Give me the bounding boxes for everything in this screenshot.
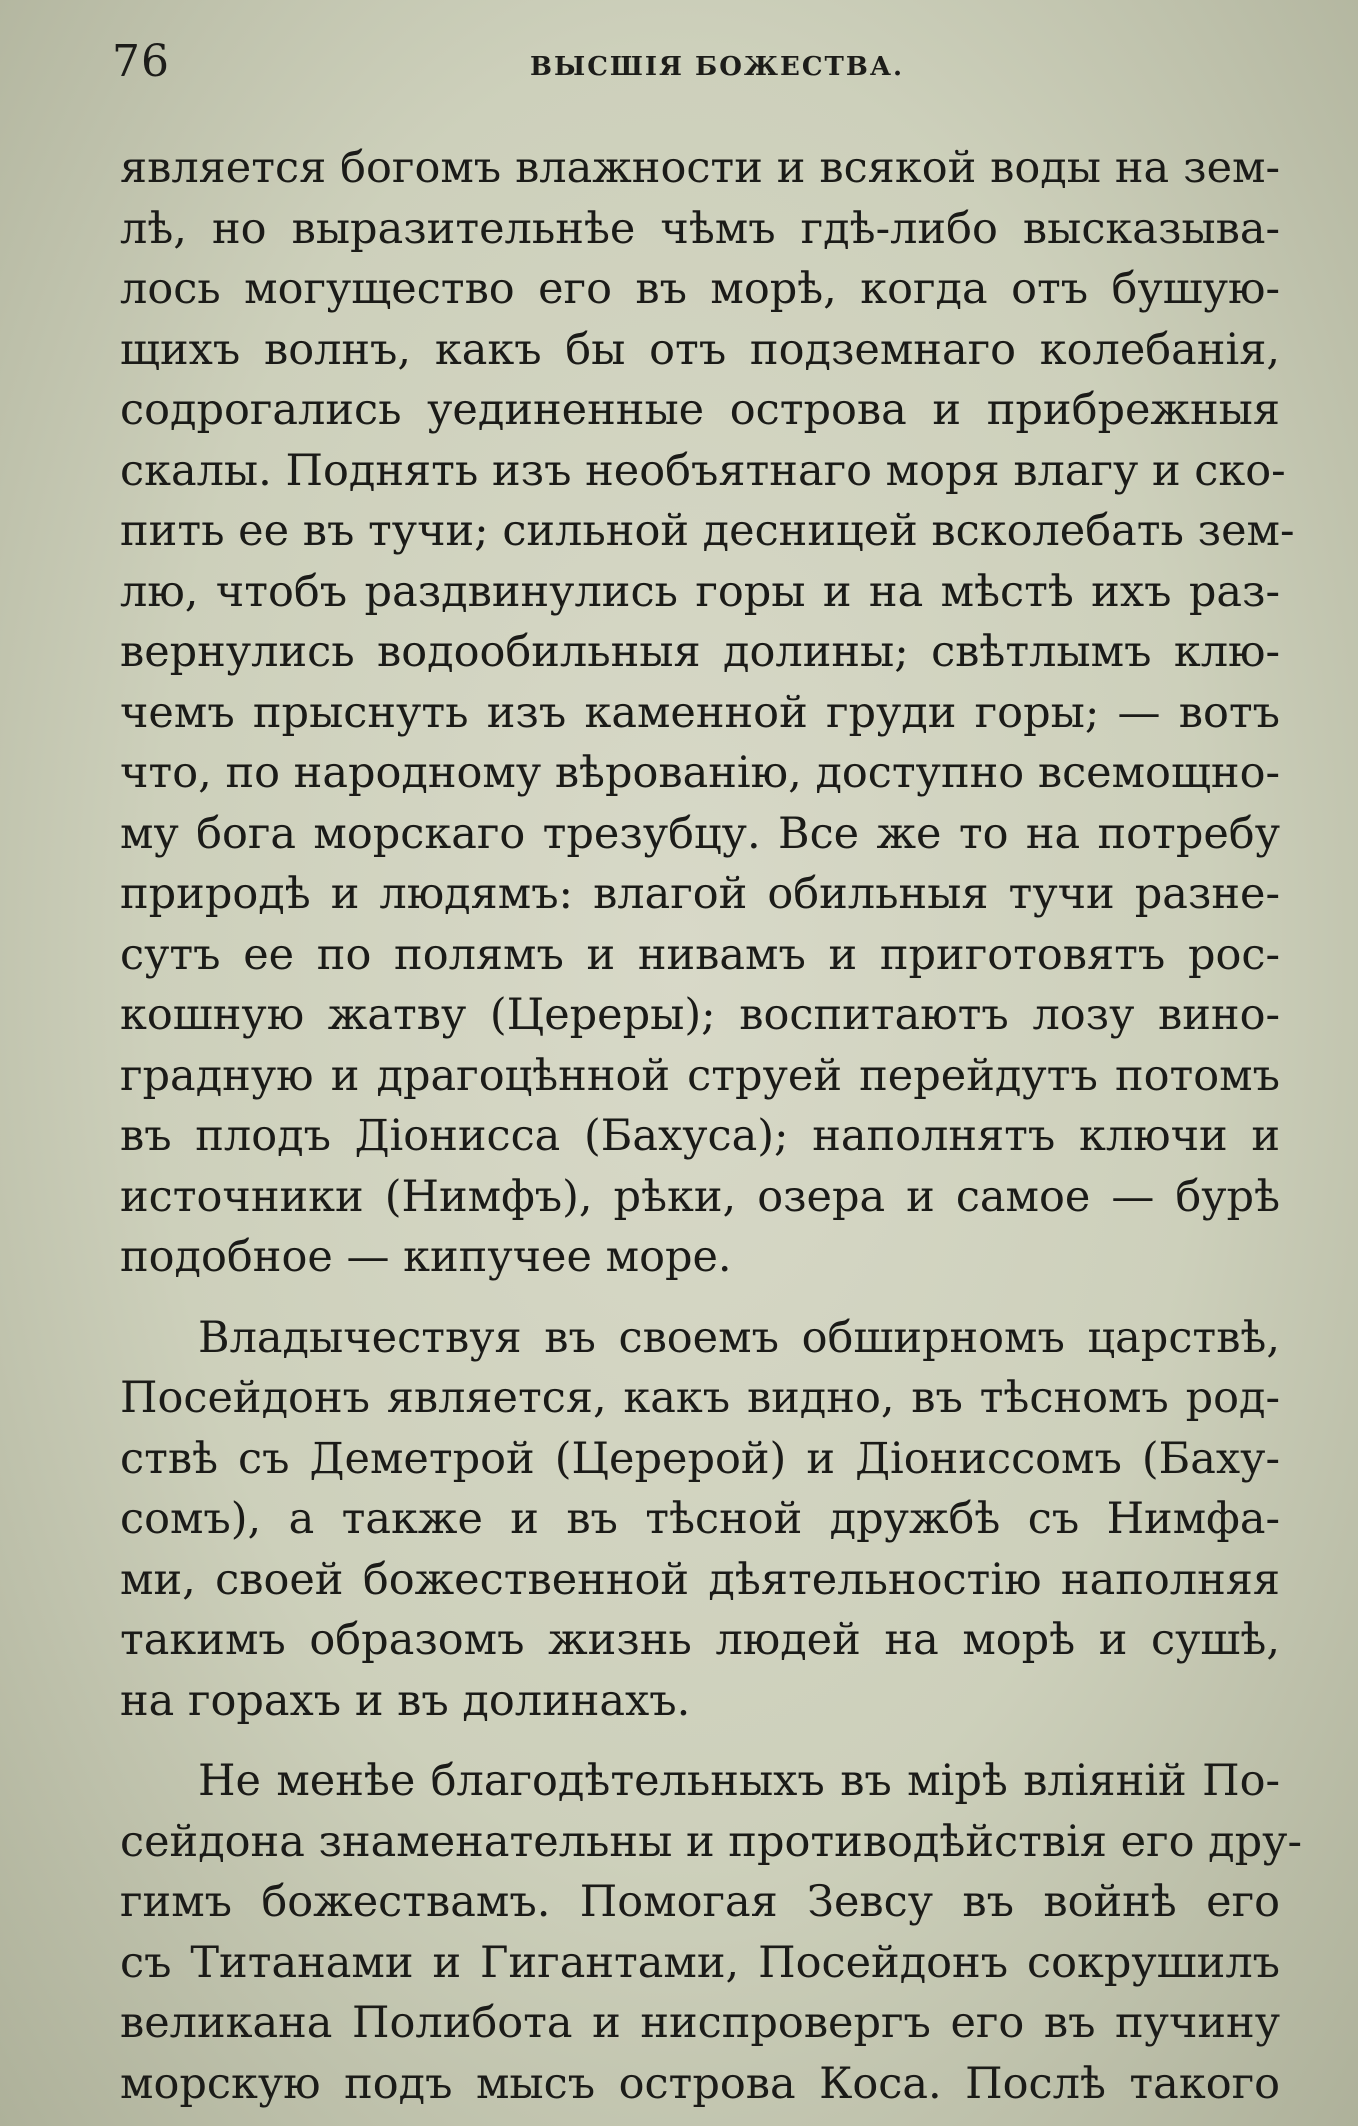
text-line: Владычествуя въ своемъ обширномъ царствѣ, [198,1312,1280,1363]
paragraph-2 [120,1308,1280,1732]
text-line: вернулись водообильныя долины; свѣтлымъ клю- [120,627,1280,677]
text-line: на горахъ и въ долинахъ. [120,1675,691,1726]
running-title: ВЫСШІЯ БОЖЕСТВА. [530,52,905,82]
text-line: лѣ, но выразительнѣе чѣмъ гдѣ-либо высказыва- [120,203,1280,254]
text-line: является богомъ влажности и всякой воды на зем- [120,143,1280,193]
text-line: лю, чтобъ раздвинулись горы и на мѣстѣ ихъ раз- [120,566,1280,617]
text-line: пить ее въ тучи; сильной десницей всколебать зем- [120,506,1295,556]
text-line: щихъ волнъ, какъ бы отъ подземнаго колебанія, [120,324,1280,375]
paragraph-3 [120,1751,1302,2114]
text-line: великана Полибота и ниспровергъ его въ пучину [120,1998,1280,2048]
text-line: подобное — кипучее море. [120,1232,732,1282]
text-line: ствѣ съ Деметрой (Церерой) и Діониссомъ (Баху- [120,1433,1280,1484]
paragraph-gap [120,1731,1280,1751]
body-text [120,138,1302,2114]
text-line: Посейдонъ является, какъ видно, въ тѣсномъ род- [120,1373,1280,1423]
paragraph-1 [120,138,1295,1288]
text-line: содрогались уединенные острова и прибрежныя [120,385,1280,435]
text-line: градную и драгоцѣнной струей перейдутъ потомъ [120,1050,1280,1101]
text-line: лось могущество его въ морѣ, когда отъ бушую- [120,264,1280,314]
text-line: такимъ образомъ жизнь людей на морѣ и сушѣ, [120,1615,1280,1665]
text-line: что, по народному вѣрованію, доступно всемощно- [120,748,1280,798]
text-line: природѣ и людямъ: влагой обильныя тучи разне- [120,869,1280,919]
text-line: ми, своей божественной дѣятельностію наполняя [120,1554,1280,1605]
text-line: кошную жатву (Цереры); воспитаютъ лозу вино- [120,990,1280,1040]
text-line: Не менѣе благодѣтельныхъ въ мірѣ вліяній По- [198,1756,1280,1806]
text-line: чемъ прыснуть изъ каменной груди горы; — вотъ [120,687,1280,738]
paragraph-gap [120,1288,1280,1308]
text-line: въ плодъ Діонисса (Бахуса); наполнятъ ключи и [120,1111,1280,1161]
text-line: скалы. Поднять изъ необъятнаго моря влагу и ско- [120,445,1286,496]
text-line: сутъ ее по полямъ и нивамъ и приготовятъ рос- [120,929,1280,980]
text-line: морскую подъ мысъ острова Коса. Послѣ такого [120,2058,1280,2109]
text-line: гимъ божествамъ. Помогая Зевсу въ войнѣ его [120,1877,1280,1927]
text-line: источники (Нимфъ), рѣки, озера и самое — бурѣ [120,1171,1280,1222]
text-line: сомъ), а также и въ тѣсной дружбѣ съ Нимфа- [120,1494,1280,1544]
text-line: сейдона знаменательны и противодѣйствія его дру- [120,1816,1302,1867]
text-line: му бога морскаго трезубцу. Все же то на потребу [120,808,1280,859]
page-number: 76 [112,36,170,87]
text-line: съ Титанами и Гигантами, Посейдонъ сокрушилъ [120,1937,1280,1988]
